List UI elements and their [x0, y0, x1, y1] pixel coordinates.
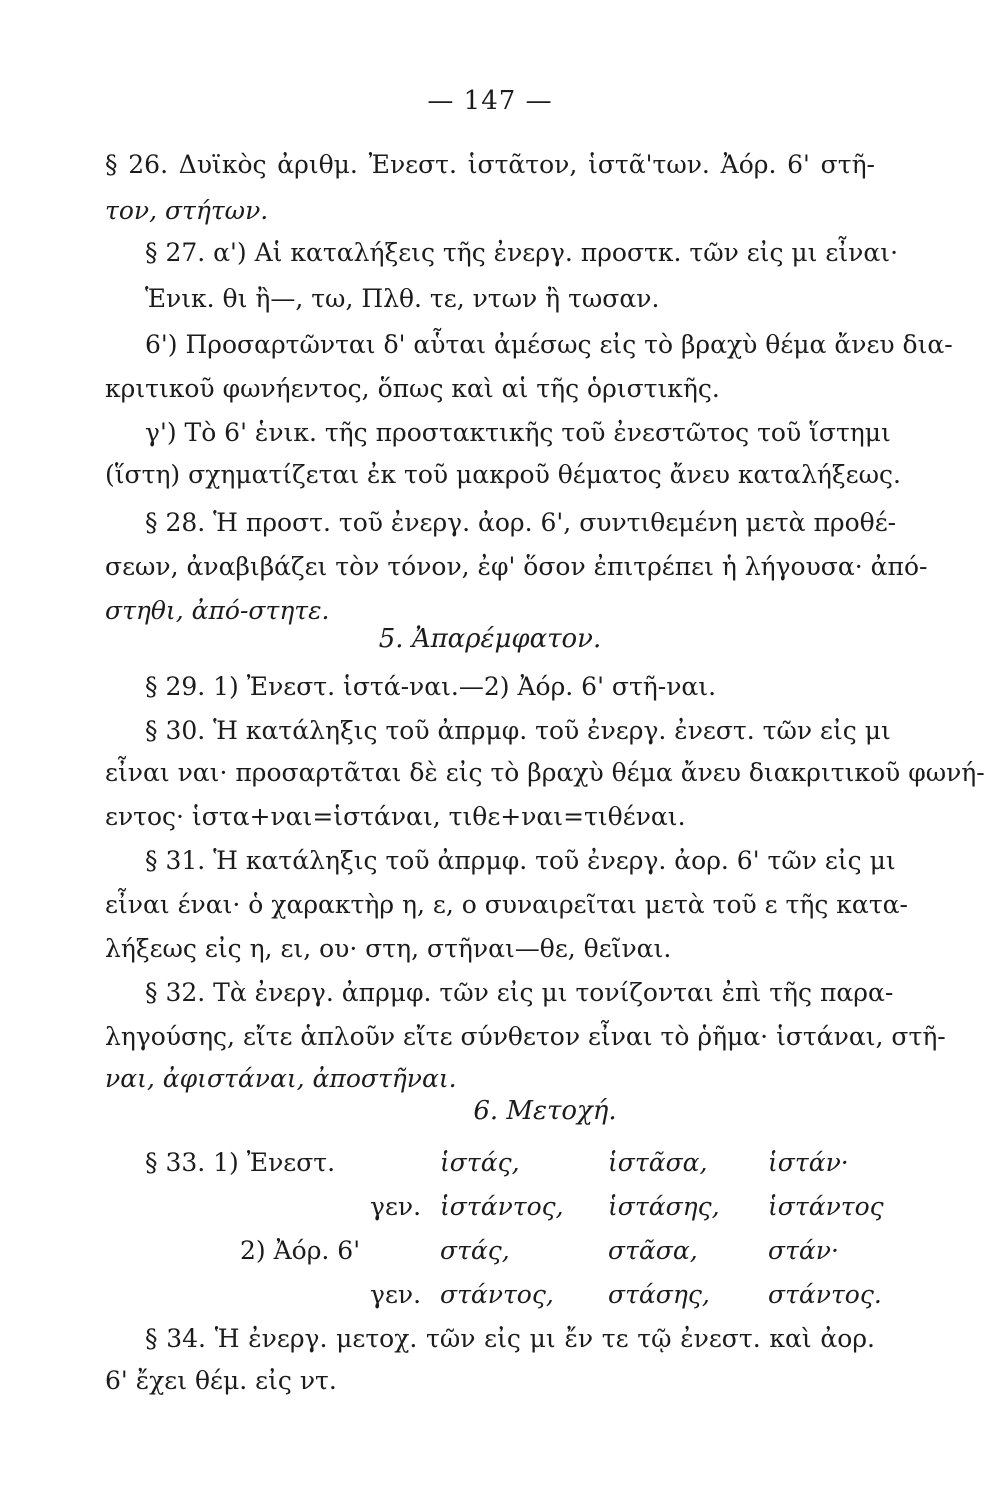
paragraph-27-line-6: (ἵστη) σχηματίζεται ἐκ τοῦ μακροῦ θέματος ἄνευ καταλήξεως. [105, 460, 901, 489]
section-heading-infinitive: 5. Ἀπαρέμφατον. [378, 624, 602, 654]
participle-cell-3-3: στάν· [768, 1236, 839, 1265]
genitive-label-2: γεν. [370, 1280, 422, 1309]
paragraph-31-line-3: λήξεως εἰς η, ει, ου· στη, στῆναι—θε, θεῖναι. [105, 934, 672, 963]
participle-cell-1-3: ἱστάν· [768, 1148, 849, 1177]
paragraph-27-line-4: κριτικοῦ φωνήεντος, ὅπως καὶ αἱ τῆς ὁριστικῆς. [105, 374, 720, 403]
participle-cell-2-3: ἱστάντος [768, 1192, 884, 1221]
aorist-label: 2) Ἀόρ. 6' [240, 1236, 361, 1265]
paragraph-34-line-2: 6' ἔχει θέμ. εἰς ντ. [105, 1366, 337, 1395]
paragraph-31-line-1: § 31. Ἡ κατάληξις τοῦ ἀπρμφ. τοῦ ἐνεργ. ἀορ. 6' τῶν εἰς μι [145, 846, 896, 875]
participle-cell-4-1: στάντος, [440, 1280, 554, 1309]
participle-cell-3-1: στάς, [440, 1236, 510, 1265]
participle-cell-1-2: ἱστᾶσα, [608, 1148, 708, 1177]
paragraph-26-line-1: § 26. Δυϊκὸς ἀριθμ. Ἐνεστ. ἱστᾶτον, ἱστᾶ'των. Ἀόρ. 6' στῆ- [105, 150, 875, 179]
participle-cell-2-1: ἱστάντος, [440, 1192, 564, 1221]
paragraph-30-line-3: εντος· ἱστα+ναι=ἱστάναι, τιθε+ναι=τιθέναι. [105, 802, 686, 831]
section-heading-participle: 6. Μετοχή. [473, 1096, 617, 1126]
page-number: — 147 — [427, 86, 553, 116]
paragraph-32-line-1: § 32. Τὰ ἐνεργ. ἀπρμφ. τῶν εἰς μι τονίζονται ἐπὶ τῆς παρα- [145, 978, 894, 1007]
paragraph-28-line-3: στηθι, ἀπό-στητε. [105, 596, 330, 625]
paragraph-30-line-2: εἶναι ναι· προσαρτᾶται δὲ εἰς τὸ βραχὺ θέμα ἄνευ διακριτικοῦ φωνή- [105, 758, 985, 787]
paragraph-32-line-3: ναι, ἀφιστάναι, ἀποστῆναι. [105, 1064, 457, 1093]
paragraph-26-line-2: τον, στήτων. [105, 196, 269, 225]
paragraph-29-line-1: § 29. 1) Ἐνεστ. ἱστά-ναι.—2) Ἀόρ. 6' στῆ-ναι. [145, 672, 717, 701]
paragraph-27-line-1: § 27. α') Αἱ καταλήξεις τῆς ἐνεργ. προστκ. τῶν εἰς μι εἶναι· [145, 238, 899, 267]
participle-cell-3-2: στᾶσα, [608, 1236, 698, 1265]
participle-cell-4-3: στάντος. [768, 1280, 882, 1309]
paragraph-34-line-1: § 34. Ἡ ἐνεργ. μετοχ. τῶν εἰς μι ἔν τε τῷ ἐνεστ. καὶ ἀορ. [145, 1324, 875, 1353]
paragraph-30-line-1: § 30. Ἡ κατάληξις τοῦ ἀπρμφ. τοῦ ἐνεργ. ἐνεστ. τῶν εἰς μι [145, 716, 891, 745]
participle-cell-1-1: ἱστάς, [440, 1148, 520, 1177]
paragraph-27-line-2: Ἑνικ. θι ἢ—, τω, Πλθ. τε, ντων ἢ τωσαν. [145, 284, 660, 313]
paragraph-28-line-1: § 28. Ἡ προστ. τοῦ ἐνεργ. ἀορ. 6', συντιθεμένη μετὰ προθέ- [145, 508, 897, 537]
paragraph-28-line-2: σεων, ἀναβιβάζει τὸν τόνον, ἐφ' ὅσον ἐπιτρέπει ἡ λήγουσα· ἀπό- [105, 552, 928, 581]
paragraph-31-line-2: εἶναι έναι· ὁ χαρακτὴρ η, ε, ο συναιρεῖται μετὰ τοῦ ε τῆς κατα- [105, 890, 908, 919]
genitive-label-1: γεν. [370, 1192, 422, 1221]
participle-cell-2-2: ἱστάσης, [608, 1192, 720, 1221]
paragraph-32-line-2: ληγούσης, εἴτε ἁπλοῦν εἴτε σύνθετον εἶναι τὸ ῥῆμα· ἱστάναι, στῆ- [105, 1022, 946, 1051]
paragraph-27-line-5: γ') Τὸ 6' ἑνικ. τῆς προστακτικῆς τοῦ ἐνεστῶτος τοῦ ἵστημι [145, 418, 891, 447]
participle-cell-4-2: στάσης, [608, 1280, 710, 1309]
paragraph-33-label: § 33. 1) Ἐνεστ. [145, 1148, 336, 1177]
paragraph-27-line-3: 6') Προσαρτῶνται δ' αὗται ἀμέσως εἰς τὸ βραχὺ θέμα ἄνευ δια- [145, 330, 953, 359]
